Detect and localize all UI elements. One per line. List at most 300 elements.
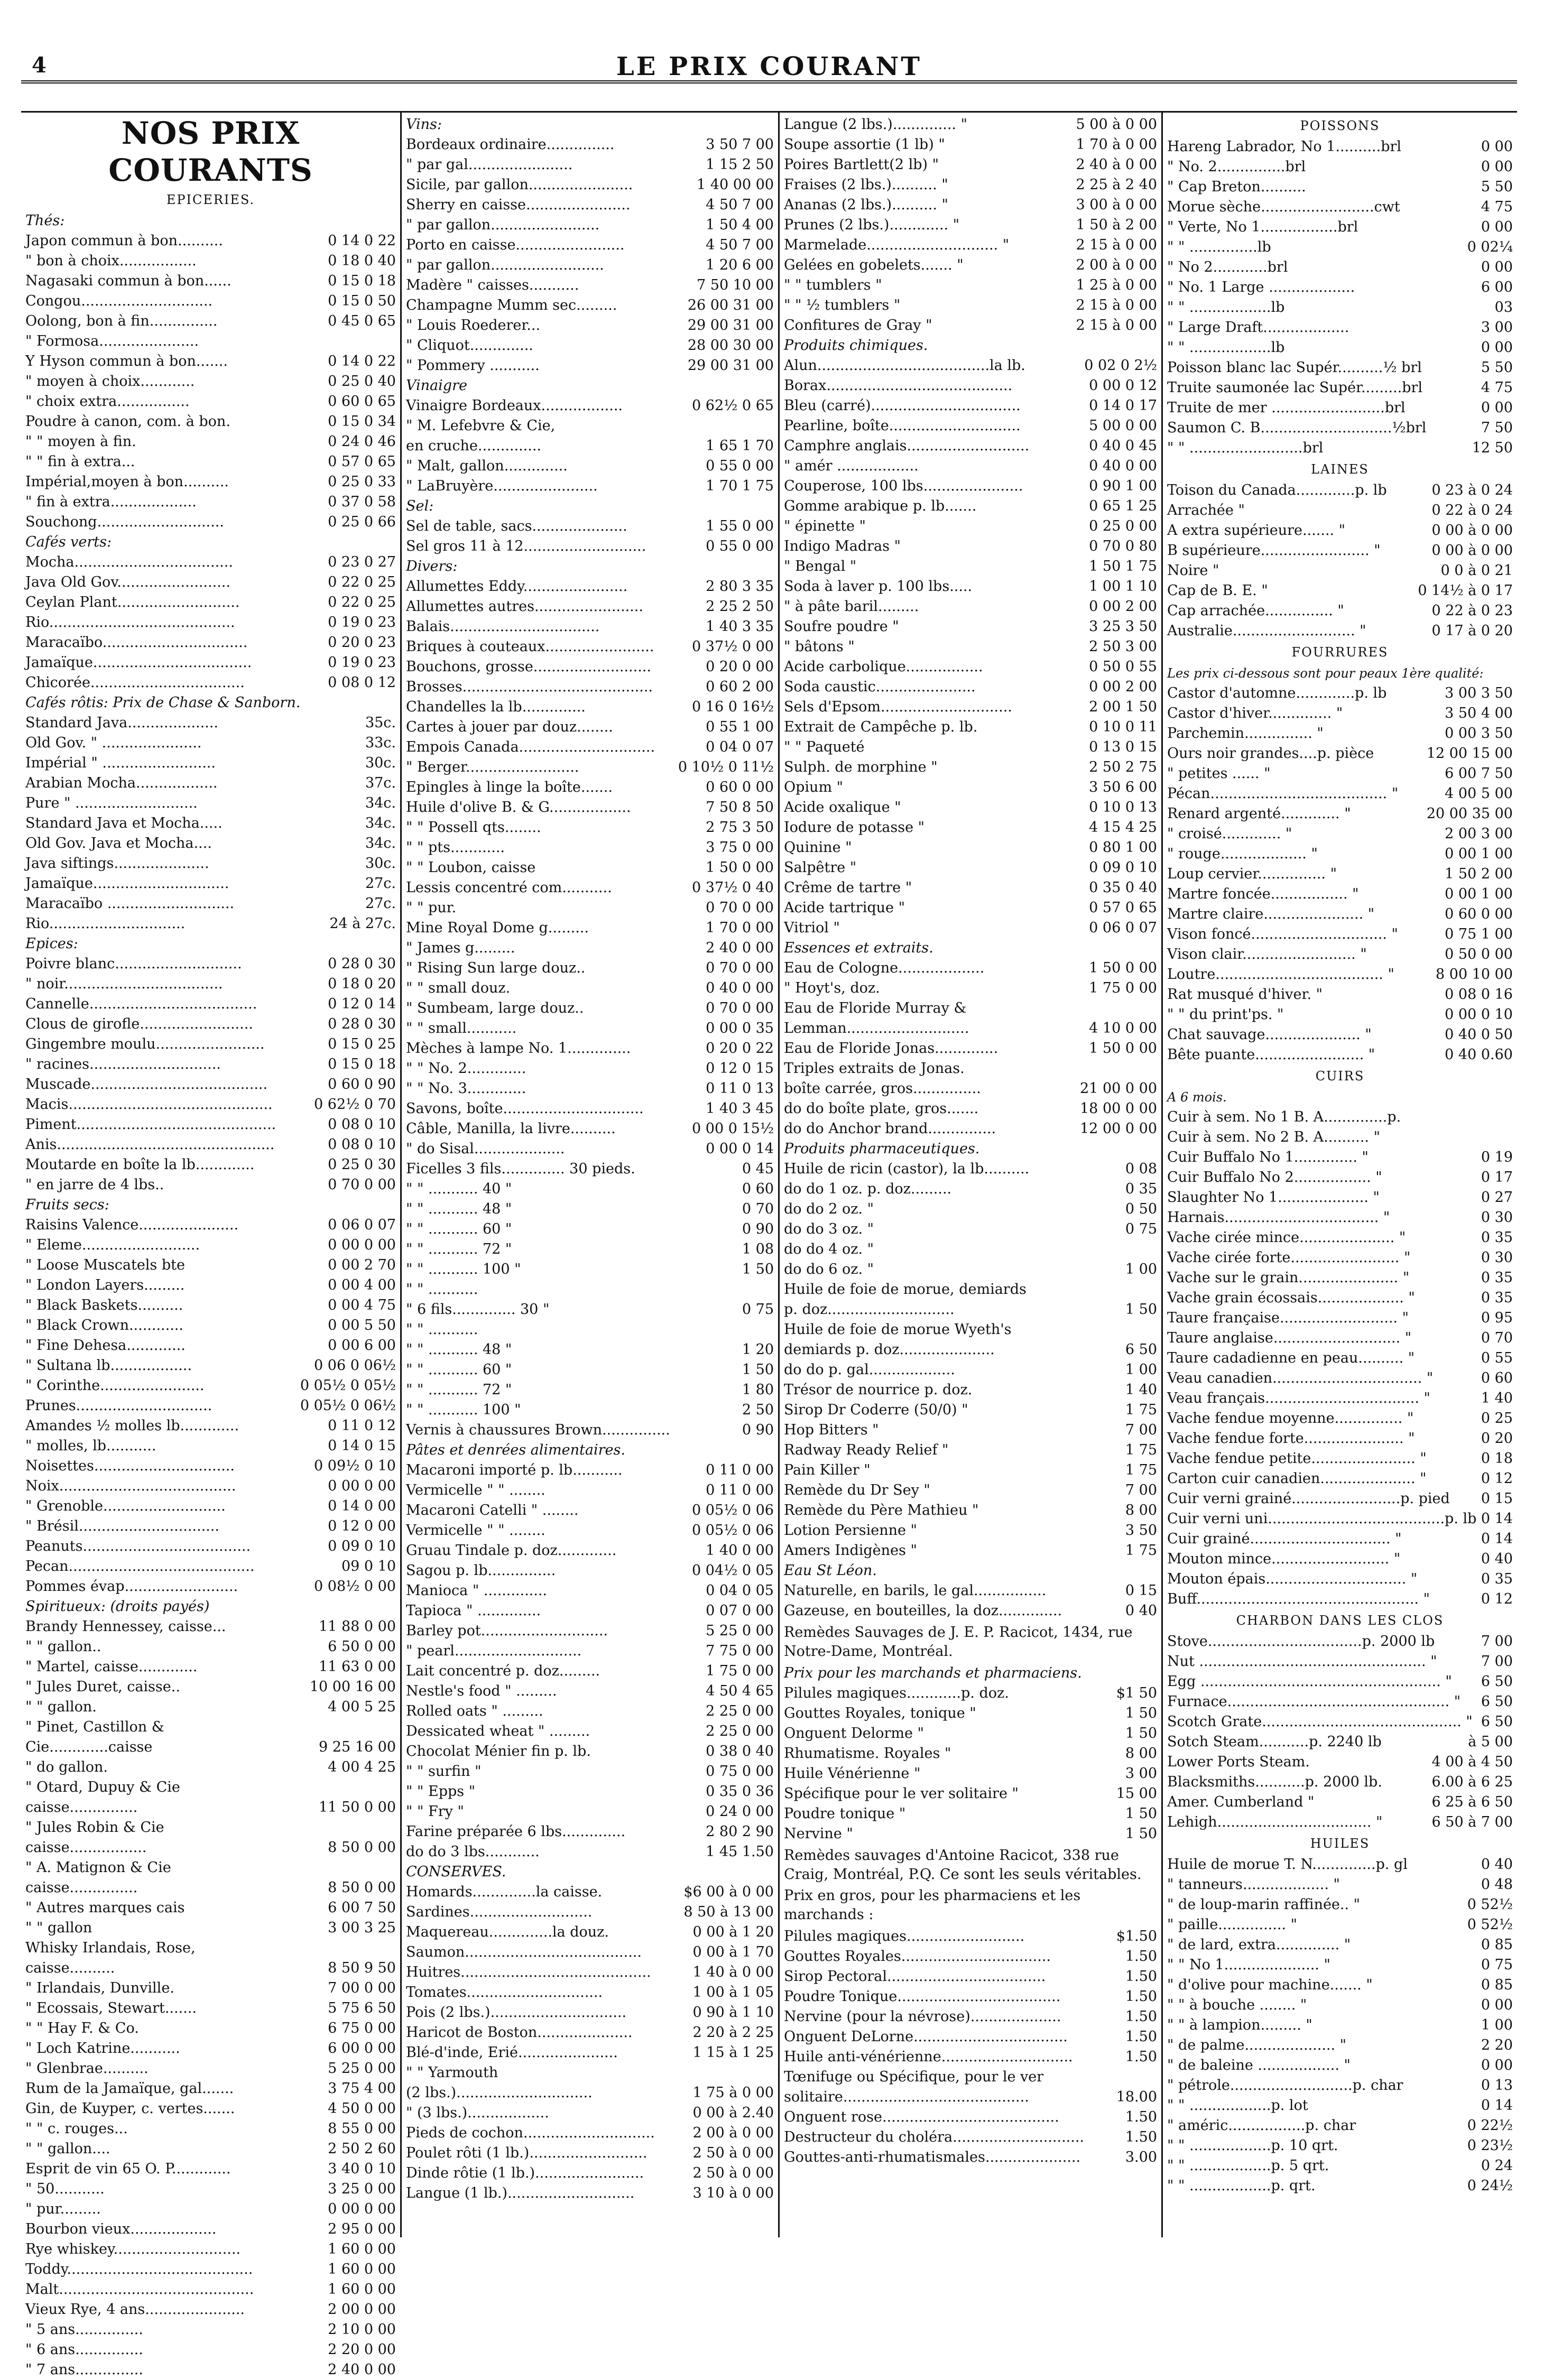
price-row <box>784 1501 1157 1521</box>
item-price: 0 60 0 90 <box>328 1076 396 1092</box>
item-price: 7 75 0 00 <box>706 1643 774 1659</box>
item-name: " bon à choix................. <box>25 253 197 269</box>
item-price: 1 50 <box>1125 1301 1157 1318</box>
item-name: " Louis Roederer... <box>406 317 541 334</box>
price-row <box>1167 1409 1513 1429</box>
subsection-heading: Produits chimiques. <box>784 337 928 354</box>
price-row <box>784 1601 1157 1621</box>
item-price: 0 23 à 0 24 <box>1431 482 1513 498</box>
item-name: Moutarde en boîte la lb............. <box>25 1156 255 1173</box>
item-price: 7 50 8 50 <box>706 799 774 816</box>
item-price: 21 00 0 00 <box>1080 1080 1157 1097</box>
item-price: 7 50 <box>1481 420 1513 436</box>
item-name: Sagou p. lb............... <box>406 1562 556 1579</box>
price-row <box>25 2360 396 2380</box>
item-name: Cuir à sem. No 1 B. A..............p. <box>1167 1109 1401 1125</box>
item-price: 30c. <box>365 755 396 771</box>
item-price: 0 50 0 55 <box>1089 659 1157 675</box>
price-row <box>406 2003 774 2023</box>
item-name: Peanuts..................................... <box>25 1538 251 1554</box>
item-name: Noisettes............................... <box>25 1458 235 1474</box>
item-price: 0 30 <box>1481 1249 1513 1266</box>
item-name: " pearl............................ <box>406 1643 582 1659</box>
item-name: Blacksmiths...........p. 2000 lb. <box>1167 1774 1382 1790</box>
price-row <box>406 1621 774 1641</box>
price-row <box>406 155 774 175</box>
price-row <box>784 777 1157 798</box>
price-row <box>25 2139 396 2159</box>
item-price: 0 00 2 00 <box>1089 598 1157 615</box>
item-name: Cuir verni uni.......................................p. lb <box>1167 1511 1477 1527</box>
item-price: 1.50 <box>1125 1948 1157 1965</box>
price-row <box>25 1075 396 1095</box>
price-row <box>406 1460 774 1480</box>
price-row <box>25 2340 396 2360</box>
price-row <box>25 1737 396 1757</box>
item-price: 0 14 0 22 <box>328 233 396 249</box>
price-row <box>406 215 774 235</box>
price-row <box>25 1838 396 1858</box>
item-name: Homards..............la caisse. <box>406 1884 603 1900</box>
item-name: " " gallon <box>25 1920 93 1936</box>
price-row <box>1167 1692 1513 1712</box>
item-name: " " Epps " <box>406 1783 476 1800</box>
price-row <box>406 1260 774 1280</box>
price-row <box>1167 1388 1513 1409</box>
item-name: " Jules Duret, caisse.. <box>25 1679 180 1695</box>
item-price: 0 35 0 40 <box>1089 879 1157 896</box>
item-price: 1 00 <box>1125 1261 1157 1277</box>
item-name: Congou............................. <box>25 293 213 309</box>
item-name: Tomates.............................. <box>406 1984 603 2001</box>
price-row <box>25 1657 396 1677</box>
price-row <box>25 1376 396 1396</box>
column-poissons-cuirs-huiles <box>1163 113 1517 2237</box>
item-name: Huile Vénérienne " <box>784 1765 921 1782</box>
price-row <box>25 231 396 251</box>
item-price: 4 10 0 00 <box>1089 1020 1157 1036</box>
subsection-heading: Prix pour les marchands et pharmaciens. <box>784 1665 1082 1681</box>
item-name: " " ........... 48 " <box>406 1341 512 1358</box>
item-price: $1 50 <box>1116 1685 1157 1701</box>
price-row <box>1167 703 1513 724</box>
price-row <box>406 798 774 818</box>
subsection-heading: Essences et extraits. <box>784 940 933 956</box>
item-name: Poisson blanc lac Supér..........½ brl <box>1167 359 1422 376</box>
item-price: 2 15 à 0 00 <box>1076 237 1157 253</box>
item-name: Nestle's food " ......... <box>406 1683 557 1699</box>
price-row <box>1167 1368 1513 1388</box>
item-price: 0 00 <box>1481 138 1513 155</box>
item-price: 0 18 <box>1481 1450 1513 1467</box>
item-price: 0 27 <box>1481 1189 1513 1206</box>
item-name: Sardines........................... <box>406 1904 593 1920</box>
price-row <box>1167 2156 1513 2176</box>
item-name: Vermicelle " " ........ <box>406 1522 546 1539</box>
price-row <box>1167 1672 1513 1692</box>
item-price: 0 00 0 00 <box>328 1478 396 1494</box>
item-price: 0 75 <box>742 1301 774 1318</box>
item-price: 4 00 à 4 50 <box>1431 1754 1513 1770</box>
item-name: Allumettes autres........................ <box>406 598 643 615</box>
item-name: Ananas (2 lbs.).......... " <box>784 197 948 213</box>
price-row <box>784 1784 1157 1804</box>
item-price: 0 25 0 00 <box>1089 518 1157 534</box>
item-name: Huitres.......................................... <box>406 1964 651 1980</box>
section-heading: POISSONS <box>1300 118 1380 133</box>
item-name: " Black Crown............ <box>25 1317 183 1333</box>
item-name: " Hoyt's, doz. <box>784 980 880 996</box>
item-price: 6 00 <box>1481 279 1513 295</box>
item-name: " Pommery ........... <box>406 357 540 374</box>
price-row <box>1167 1107 1513 1127</box>
price-row <box>784 2147 1157 2168</box>
item-price: 10 00 16 00 <box>309 1679 396 1695</box>
item-name: " à pâte baril......... <box>784 598 919 615</box>
item-price: 35c. <box>365 715 396 731</box>
price-row <box>784 1703 1157 1724</box>
item-price: 0 10 0 11 <box>1089 719 1157 735</box>
item-price: 0 22 0 25 <box>328 574 396 590</box>
price-row <box>25 1034 396 1054</box>
price-row <box>25 1536 396 1557</box>
item-name: " de palme.................... " <box>1167 2037 1347 2053</box>
price-row <box>25 613 396 633</box>
item-price: 2 80 3 35 <box>706 578 774 595</box>
item-price: 2 25 0 00 <box>706 1723 774 1739</box>
price-row <box>1167 398 1513 418</box>
price-row <box>1167 764 1513 784</box>
item-price: 0 60 0 65 <box>328 393 396 410</box>
item-name: do do 3 lbs............ <box>406 1844 540 1860</box>
price-row <box>25 1958 396 1978</box>
item-name: Manioca " .............. <box>406 1582 547 1599</box>
price-row <box>406 235 774 255</box>
item-name: Blé-d'inde, Erié...................... <box>406 2044 618 2061</box>
subsection-heading: Cafés rôtis: Prix de Chase & Sanborn. <box>25 694 301 711</box>
item-name: Martre claire...................... " <box>1167 906 1375 922</box>
item-name: Buff................................................. " <box>1167 1591 1430 1607</box>
price-row <box>406 1922 774 1942</box>
item-name: Soda à laver p. 100 lbs..... <box>784 578 973 595</box>
item-price: 0 65 1 25 <box>1089 498 1157 514</box>
item-price: 0 23½ <box>1467 2137 1513 2154</box>
item-name: Castor d'hiver.............. " <box>1167 705 1343 721</box>
price-row <box>406 255 774 275</box>
item-price: 0 40 0 45 <box>1089 438 1157 454</box>
item-price: 0 00 à 2.40 <box>692 2105 774 2121</box>
price-row <box>406 637 774 657</box>
price-row <box>25 592 396 613</box>
item-name: Pommes évap......................... <box>25 1578 238 1595</box>
item-price: 1 15 à 1 25 <box>692 2044 774 2061</box>
price-row <box>1167 2116 1513 2136</box>
item-price: 0 25 <box>1481 1410 1513 1427</box>
item-name: Hop Bitters " <box>784 1422 879 1438</box>
price-row <box>1167 824 1513 844</box>
price-row <box>784 657 1157 677</box>
item-price: 1.50 <box>1125 1988 1157 2005</box>
price-row <box>25 633 396 653</box>
item-name: " racines............................. <box>25 1056 221 1072</box>
price-row <box>406 336 774 356</box>
price-row <box>784 2107 1157 2127</box>
item-price: 27c. <box>365 875 396 892</box>
item-name: " choix extra................ <box>25 393 190 410</box>
price-row <box>406 1762 774 1782</box>
item-price: 3 00 <box>1125 1765 1157 1782</box>
price-row <box>406 1721 774 1742</box>
price-row <box>784 195 1157 215</box>
price-row <box>784 1521 1157 1541</box>
item-name: " " du print'ps. " <box>1167 1006 1284 1023</box>
item-name: Salpêtre " <box>784 859 857 876</box>
item-name: " " ........... <box>406 1281 478 1298</box>
item-price: 0 55 0 00 <box>706 458 774 474</box>
item-name: Poires Bartlett(2 lb) " <box>784 156 939 173</box>
item-name: " 6 ans............... <box>25 2341 143 2358</box>
item-name: Tapioca " .............. <box>406 1603 541 1619</box>
price-row <box>784 757 1157 777</box>
price-row <box>1167 924 1513 944</box>
price-row <box>25 1858 396 1878</box>
item-price: 3 75 4 00 <box>328 2080 396 2097</box>
price-row <box>25 2159 396 2179</box>
item-name: " Cap Breton.......... <box>1167 179 1306 195</box>
item-price: 0 75 1 00 <box>1445 926 1513 942</box>
item-name: " Brésil............................... <box>25 1518 219 1534</box>
item-name: " en jarre de 4 lbs.. <box>25 1177 164 1193</box>
item-name: Pilules magiques.......................... <box>784 1928 1025 1944</box>
price-row <box>1167 157 1513 177</box>
price-row <box>784 1079 1157 1099</box>
price-row <box>1167 1469 1513 1489</box>
price-row <box>406 356 774 376</box>
price-row <box>1167 277 1513 298</box>
item-name: Vison foncé.............................. " <box>1167 926 1398 942</box>
item-price: 3.00 <box>1125 2149 1157 2165</box>
price-row <box>406 1179 774 1199</box>
paragraph: Prix en gros, pour les pharmaciens et les marchands : <box>784 1887 1081 1923</box>
price-row <box>784 2127 1157 2147</box>
price-row <box>784 1420 1157 1440</box>
price-row <box>1167 621 1513 641</box>
price-row <box>1167 1855 1513 1875</box>
item-name: Vitriol " <box>784 920 840 936</box>
item-name: Egg ..................................................... " <box>1167 1673 1452 1690</box>
price-row <box>784 316 1157 336</box>
item-name: " " ..................p. 5 qrt. <box>1167 2157 1329 2174</box>
price-row <box>25 1677 396 1697</box>
price-row <box>1167 601 1513 621</box>
item-name: Sotch Steam...........p. 2240 lb <box>1167 1734 1382 1750</box>
item-name: Quinine " <box>784 839 852 856</box>
item-price: 1 50 1 75 <box>1089 558 1157 575</box>
item-price: 3 50 <box>1125 1522 1157 1539</box>
item-name: Carton cuir canadien..................... " <box>1167 1470 1427 1487</box>
item-price: 37c. <box>365 775 396 791</box>
price-row <box>25 2219 396 2239</box>
item-price: 11 50 0 00 <box>319 1799 396 1816</box>
price-row <box>784 1179 1157 1199</box>
price-row <box>784 2087 1157 2107</box>
price-row <box>406 2163 774 2183</box>
price-row <box>1167 1025 1513 1045</box>
price-row <box>1167 338 1513 358</box>
price-row <box>25 1436 396 1456</box>
price-row <box>1167 2176 1513 2196</box>
item-price: 0 11 0 12 <box>328 1418 396 1434</box>
item-name: " " No 1..................... " <box>1167 1957 1330 1973</box>
item-name: Malt........................................... <box>25 2281 254 2298</box>
item-name: Lemman........................... <box>784 1020 969 1036</box>
item-price: 5 75 6 50 <box>328 2000 396 2016</box>
item-name: Langue (2 lbs.).............. " <box>784 116 967 133</box>
item-price: 1 40 <box>1125 1382 1157 1398</box>
price-row <box>1167 1509 1513 1529</box>
price-row <box>784 1804 1157 1824</box>
item-name: Whisky Irlandais, Rose, <box>25 1940 196 1956</box>
item-price: 1.50 <box>1125 2008 1157 2025</box>
price-row <box>1167 2136 1513 2156</box>
item-price: 30c. <box>365 855 396 872</box>
item-price: 1 50 <box>1125 1725 1157 1742</box>
price-row <box>1167 944 1513 965</box>
item-price: 4 15 4 25 <box>1089 819 1157 836</box>
item-name: " " surfin " <box>406 1763 482 1780</box>
price-row <box>25 813 396 834</box>
price-row <box>784 998 1157 1018</box>
item-price: 0 70 <box>742 1201 774 1217</box>
item-name: Clous de girofle......................... <box>25 1016 253 1032</box>
price-row <box>25 974 396 994</box>
item-price: 2 40 à 0 00 <box>1076 156 1157 173</box>
price-row <box>25 572 396 592</box>
item-name: Sels d'Epsom............................. <box>784 699 1012 715</box>
price-row <box>406 1480 774 1501</box>
price-row <box>25 2320 396 2340</box>
item-price: 1 40 3 45 <box>706 1100 774 1117</box>
price-row <box>25 1295 396 1316</box>
price-row <box>1167 1772 1513 1792</box>
item-name: do do boîte plate, gros....... <box>784 1100 979 1117</box>
item-name: Pecan......................................... <box>25 1558 255 1575</box>
item-price: 1 50 0 00 <box>1089 960 1157 976</box>
price-row <box>406 1018 774 1039</box>
item-price: 0 24½ <box>1467 2178 1513 2194</box>
price-row <box>406 1561 774 1581</box>
price-row <box>1167 1975 1513 1995</box>
price-row <box>25 653 396 673</box>
item-name: " fin à extra................... <box>25 494 197 510</box>
item-price: 1.50 <box>1125 2049 1157 2065</box>
price-row <box>1167 1995 1513 2015</box>
price-row <box>25 1356 396 1376</box>
item-name: Rum de la Jamaïque, gal....... <box>25 2080 234 2097</box>
price-row <box>406 1039 774 1059</box>
item-name: " Martel, caisse............. <box>25 1659 198 1675</box>
item-name: Cuir Buffalo No 2................. " <box>1167 1169 1382 1186</box>
item-price: 0 00 4 75 <box>328 1297 396 1313</box>
item-name: Ficelles 3 fils.............. 30 pieds. <box>406 1161 635 1177</box>
item-name: " " Hay F. & Co. <box>25 2020 139 2036</box>
price-row <box>784 557 1157 577</box>
item-name: Remède du Père Mathieu " <box>784 1502 979 1518</box>
price-row <box>25 1516 396 1536</box>
item-name: " moyen à choix............ <box>25 373 195 390</box>
item-price: 6 50 à 7 00 <box>1431 1814 1513 1830</box>
item-price: 9 25 16 00 <box>319 1739 396 1755</box>
item-price: 0 45 0 65 <box>328 313 396 329</box>
item-name: Pure " ........................... <box>25 795 198 811</box>
price-row <box>406 1882 774 1902</box>
item-name: " LaBruyère....................... <box>406 478 598 494</box>
subsection-heading: Vinaigre <box>406 377 467 394</box>
item-name: Raisins Valence...................... <box>25 1217 239 1233</box>
item-name: Sherry en caisse....................... <box>406 197 631 213</box>
item-name: Poudre tonique " <box>784 1805 906 1822</box>
item-name: " " ........... 48 " <box>406 1201 512 1217</box>
item-name: " " moyen à fin. <box>25 433 136 450</box>
item-price: 3 50 7 00 <box>706 136 774 153</box>
item-name: " Verte, No 1.................brl <box>1167 219 1358 235</box>
price-row <box>784 958 1157 978</box>
price-row <box>784 1119 1157 1139</box>
item-price: 1 40 3 35 <box>706 618 774 635</box>
price-row <box>406 697 774 717</box>
price-columns <box>21 111 1517 2378</box>
item-name: Radway Ready Relief " <box>784 1442 949 1458</box>
item-name: " Jules Robin & Cie <box>25 1819 164 1836</box>
item-name: Mouton mince.......................... " <box>1167 1551 1401 1567</box>
price-row <box>25 753 396 773</box>
item-price: 6.00 à 6 25 <box>1431 1774 1513 1790</box>
item-price: 0 35 <box>1125 1181 1157 1197</box>
item-name: " Irlandais, Dunville. <box>25 1980 174 1996</box>
item-name: Toddy......................................... <box>25 2261 253 2277</box>
item-name: Cuir grainé............................... " <box>1167 1531 1402 1547</box>
item-name: Poivre blanc............................ <box>25 956 242 972</box>
item-name: Amer. Cumberland " <box>1167 1794 1315 1810</box>
item-name: Rio......................................... <box>25 614 235 631</box>
item-name: Loutre..................................... " <box>1167 966 1394 983</box>
item-name: Loup cervier............... " <box>1167 866 1337 882</box>
price-row <box>784 2027 1157 2047</box>
item-name: " (3 lbs.).................. <box>406 2105 549 2121</box>
item-name: Lehigh.................................. " <box>1167 1814 1383 1830</box>
item-price: 0 09½ 0 10 <box>314 1458 396 1474</box>
price-row <box>406 1340 774 1360</box>
price-row <box>25 874 396 894</box>
price-row <box>1167 438 1513 458</box>
item-name: Rolled oats " ......... <box>406 1703 543 1719</box>
item-name: " 7 ans............... <box>25 2362 143 2378</box>
item-price: 2 10 0 00 <box>328 2321 396 2338</box>
item-price: 27c. <box>365 895 396 912</box>
item-price: 0 80 1 00 <box>1089 839 1157 856</box>
price-row <box>1167 2015 1513 2035</box>
price-row <box>1167 541 1513 561</box>
item-price: 0 15 0 18 <box>328 273 396 289</box>
item-price: 0 17 <box>1481 1169 1513 1186</box>
item-name: Vermicelle " " ........ <box>406 1482 546 1498</box>
price-row <box>784 1360 1157 1380</box>
main-heading: NOS PRIX COURANTS <box>108 115 313 188</box>
item-price: 2 15 à 0 00 <box>1076 297 1157 313</box>
item-price: 7 00 <box>1125 1422 1157 1438</box>
item-price: 0 85 <box>1481 1977 1513 1993</box>
item-price: 34c. <box>365 835 396 851</box>
